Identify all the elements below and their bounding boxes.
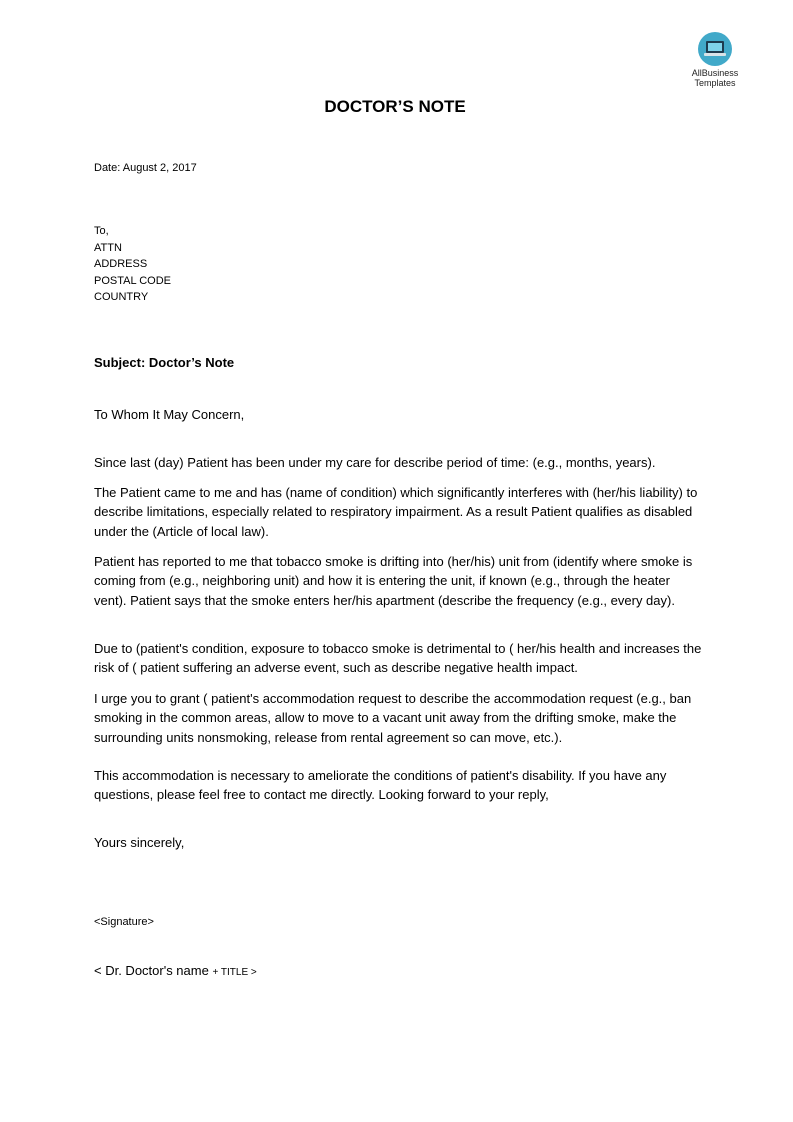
- body-paragraph: I urge you to grant ( patient's accommodation request to describe the accommodation request (e.g., ban smoking in the common areas, allow to move to a vacant unit away from the drifting smoke, make the surrounding units nonsmoking, release from rental agreement so can move, etc.).: [94, 691, 692, 745]
- doctor-name: < Dr. Doctor's name: [94, 963, 209, 978]
- address-line: COUNTRY: [94, 291, 149, 304]
- body-paragraph: Due to (patient's condition, exposure to tobacco smoke is detrimental to ( her/his health and increases the risk of ( patient suffering an adverse event, such as describe negative health impact.: [94, 641, 702, 676]
- body-paragraph: This accommodation is necessary to ameliorate the conditions of patient's disability. If you have any questions, please feel free to contact me directly. Looking forward to your reply,: [94, 768, 667, 803]
- logo-line-1: AllBusiness: [691, 68, 739, 78]
- closing-line: Yours sincerely,: [94, 835, 185, 850]
- address-line: ADDRESS: [94, 258, 148, 271]
- address-line: To,: [94, 225, 109, 237]
- doctor-name-line: [94, 963, 257, 978]
- logo-line-2: Templates: [694, 78, 736, 88]
- logo-text: [683, 68, 747, 88]
- address-line: POSTAL CODE: [94, 274, 172, 287]
- salutation: To Whom It May Concern,: [94, 407, 245, 422]
- doctor-title: + TITLE >: [212, 967, 257, 978]
- body-paragraph: Since last (day) Patient has been under my care for describe period of time: (e.g., months, years).: [94, 455, 656, 470]
- recipient-address: [94, 223, 171, 306]
- body-paragraph: The Patient came to me and has (name of condition) which significantly interferes with (her/his liability) to describe limitations, especially related to respiratory impairment. As a result Patient qualifies as disabled under the (Article of local law).: [94, 485, 698, 539]
- document-title: DOCTOR’S NOTE: [324, 97, 466, 116]
- laptop-icon: [698, 32, 732, 66]
- body-paragraph: Patient has reported to me that tobacco smoke is drifting into (her/his) unit from (identify where smoke is coming from (e.g., neighboring unit) and how it is entering the unit, if known (e.g., through the heater vent). Patient says that the smoke enters her/his apartment (describe the frequency (e.g., every day).: [94, 554, 693, 608]
- date-line: Date: August 2, 2017: [94, 162, 197, 174]
- subject-line: Subject: Doctor’s Note: [94, 355, 235, 370]
- address-line: ATTN: [94, 241, 122, 254]
- signature-placeholder: <Signature>: [94, 916, 154, 928]
- allbusiness-logo: [683, 32, 747, 88]
